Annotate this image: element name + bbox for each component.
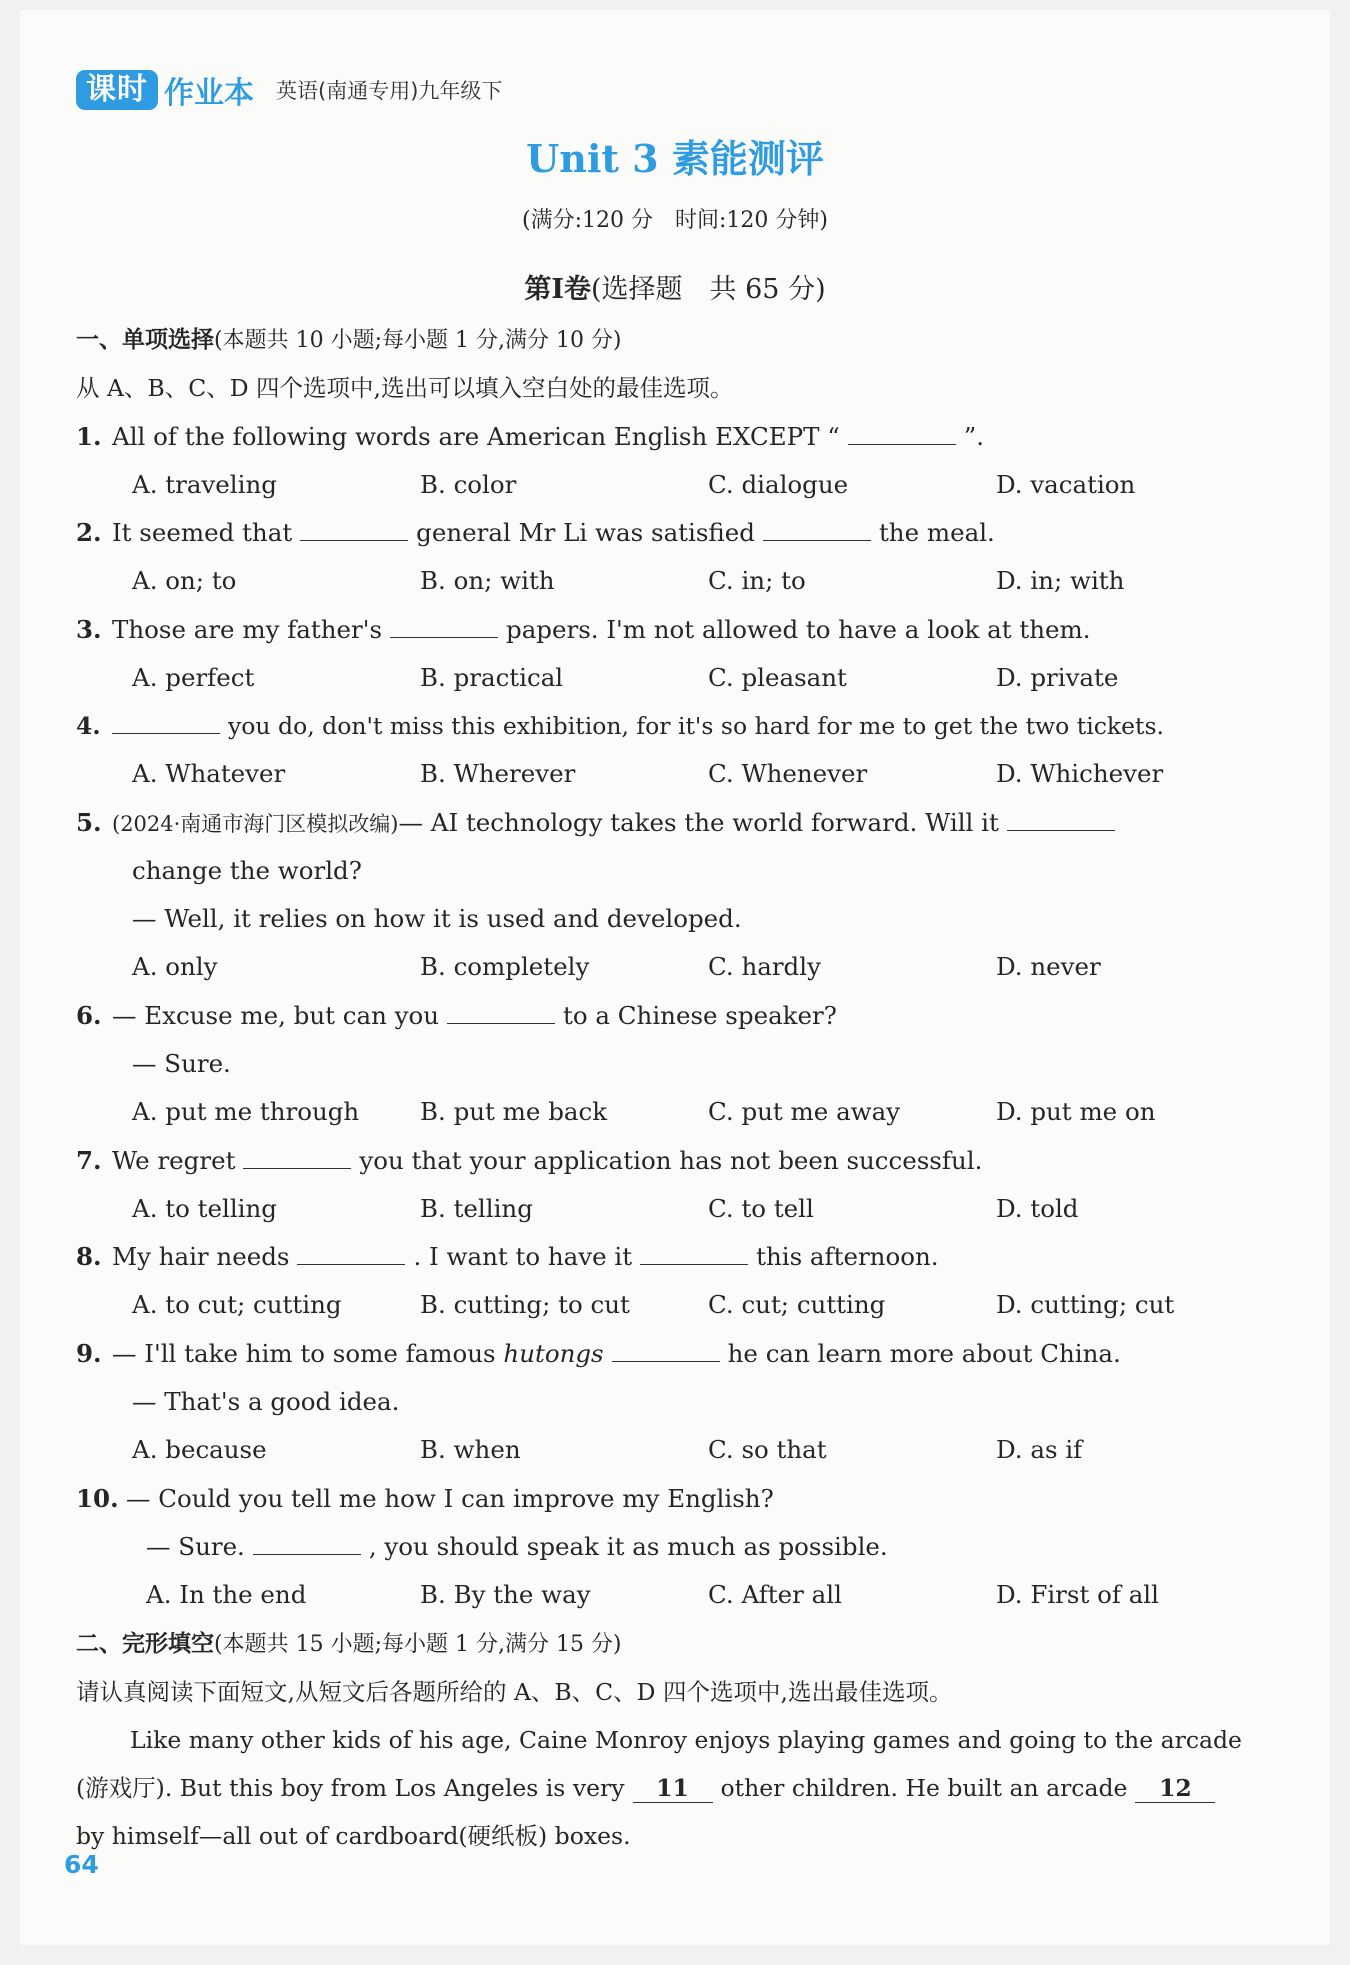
option-c[interactable]: C. After all: [708, 1580, 842, 1609]
section-instruction: 从 A、B、C、D 四个选项中,选出可以填入空白处的最佳选项。: [76, 374, 734, 402]
section-instruction: 请认真阅读下面短文,从短文后各题所给的 A、B、C、D 四个选项中,选出最佳选项。: [76, 1678, 953, 1706]
option-a[interactable]: A. In the end: [146, 1580, 307, 1609]
score-time-info: (满分:120 分 时间:120 分钟): [522, 208, 828, 233]
answer-blank[interactable]: [112, 711, 220, 734]
question-number: 9.: [76, 1339, 102, 1368]
section-heading: [76, 323, 622, 358]
question-text: , you should speak it as much as possible.: [368, 1532, 888, 1561]
question-text: papers. I'm not allowed to have a look at them.: [506, 615, 1091, 644]
option-b[interactable]: B. Wherever: [420, 759, 576, 788]
question-2: [76, 516, 995, 550]
option-d[interactable]: D. First of all: [996, 1580, 1159, 1609]
option-c[interactable]: C. hardly: [708, 952, 821, 981]
option-a[interactable]: A. traveling: [132, 470, 277, 499]
question-text: change the world?: [132, 856, 362, 885]
passage-text: (游戏厅). But this boy from Los Angeles is very: [76, 1774, 625, 1802]
option-b[interactable]: B. completely: [420, 952, 590, 981]
question-number: 1.: [76, 422, 102, 451]
section-title: 一、单项选择: [76, 327, 214, 353]
question-text: you that your application has not been successful.: [359, 1146, 983, 1175]
option-b[interactable]: B. telling: [420, 1194, 533, 1223]
question-source: (2024·南通市海门区模拟改编): [112, 812, 399, 836]
section-note: (本题共 15 小题;每小题 1 分,满分 15 分): [214, 1632, 622, 1657]
subject-label: 英语(南通专用)九年级下: [276, 79, 503, 103]
option-b[interactable]: B. on; with: [420, 566, 555, 595]
passage-line: [76, 1771, 1223, 1805]
option-b[interactable]: B. put me back: [420, 1097, 608, 1126]
option-a[interactable]: A. put me through: [132, 1097, 360, 1126]
question-8: [76, 1240, 939, 1274]
question-5: [76, 806, 1123, 841]
answer-blank[interactable]: [1007, 808, 1115, 831]
option-b[interactable]: B. color: [420, 470, 517, 499]
cloze-blank-12[interactable]: 12: [1135, 1774, 1215, 1803]
question-text: — Excuse me, but can you: [112, 1001, 440, 1030]
question-text: — Sure.: [146, 1532, 245, 1561]
worksheet-page: [20, 10, 1330, 1945]
question-7: [76, 1144, 982, 1178]
question-text: general Mr Li was satisfied: [416, 518, 755, 547]
option-b[interactable]: B. when: [420, 1435, 521, 1464]
option-c[interactable]: C. Whenever: [708, 759, 868, 788]
option-c[interactable]: C. dialogue: [708, 470, 849, 499]
question-text: We regret: [112, 1146, 236, 1175]
question-text: to a Chinese speaker?: [563, 1001, 837, 1030]
answer-blank[interactable]: [848, 422, 956, 445]
section-note: (本题共 10 小题;每小题 1 分,满分 10 分): [214, 328, 622, 353]
cloze-blank-11[interactable]: 11: [633, 1774, 713, 1803]
question-text: — AI technology takes the world forward. Will it: [398, 808, 999, 837]
section-title: 二、完形填空: [76, 1631, 214, 1657]
question-3: [76, 613, 1091, 647]
question-number: 4.: [76, 712, 101, 740]
option-a[interactable]: A. Whatever: [132, 759, 286, 788]
option-c[interactable]: C. in; to: [708, 566, 806, 595]
question-text: — Well, it relies on how it is used and developed.: [132, 904, 742, 933]
option-d[interactable]: D. told: [996, 1194, 1079, 1223]
question-number: 6.: [76, 1001, 102, 1030]
question-1: [76, 420, 984, 454]
option-a[interactable]: A. to telling: [132, 1194, 277, 1223]
option-c[interactable]: C. put me away: [708, 1097, 901, 1126]
option-c[interactable]: C. cut; cutting: [708, 1290, 886, 1319]
question-italic-word: hutongs: [503, 1339, 604, 1368]
question-10: [76, 1482, 774, 1516]
question-text: — Sure.: [132, 1049, 231, 1078]
question-4: [76, 709, 1164, 743]
option-d[interactable]: D. never: [996, 952, 1101, 981]
question-text: the meal.: [878, 518, 995, 547]
answer-blank[interactable]: [253, 1532, 361, 1555]
question-text: — I'll take him to some famous: [112, 1339, 496, 1368]
page-number: 64: [64, 1850, 99, 1879]
option-c[interactable]: C. to tell: [708, 1194, 814, 1223]
option-d[interactable]: D. vacation: [996, 470, 1136, 499]
answer-blank[interactable]: [612, 1339, 720, 1362]
answer-blank[interactable]: [390, 615, 498, 638]
option-d[interactable]: D. in; with: [996, 566, 1125, 595]
page-header: [76, 68, 502, 112]
question-9: [76, 1337, 1121, 1371]
brand-logo: 课时: [76, 70, 158, 110]
question-text: Those are my father's: [112, 615, 383, 644]
answer-blank[interactable]: [763, 518, 871, 541]
part-title: [20, 267, 1330, 306]
answer-blank[interactable]: [243, 1146, 351, 1169]
option-b[interactable]: B. By the way: [420, 1580, 591, 1609]
passage-text: other children. He built an arcade: [720, 1774, 1128, 1802]
question-text: you do, don't miss this exhibition, for it's so hard for me to get the two tickets.: [228, 712, 1165, 740]
question-text: It seemed that: [112, 518, 293, 547]
question-text: — That's a good idea.: [132, 1387, 400, 1416]
question-10-answer-line: [146, 1530, 888, 1564]
option-b[interactable]: B. cutting; to cut: [420, 1290, 630, 1319]
question-text: All of the following words are American English EXCEPT “: [112, 422, 840, 451]
question-text: ”.: [963, 422, 985, 451]
answer-blank[interactable]: [297, 1242, 405, 1265]
passage-line: Like many other kids of his age, Caine Monroy enjoys playing games and going to the arcade: [130, 1726, 1242, 1754]
option-d[interactable]: D. put me on: [996, 1097, 1156, 1126]
option-d[interactable]: D. as if: [996, 1435, 1083, 1464]
option-a[interactable]: A. to cut; cutting: [132, 1290, 342, 1319]
answer-blank[interactable]: [640, 1242, 748, 1265]
question-number: 5.: [76, 808, 102, 837]
page-title: Unit 3 素能测评: [526, 136, 824, 181]
question-number: 2.: [76, 518, 102, 547]
question-text: My hair needs: [112, 1242, 290, 1271]
passage-line: by himself—all out of cardboard(硬纸板) boxes.: [76, 1822, 631, 1850]
part-label: 第Ⅰ卷: [524, 274, 592, 305]
question-text: this afternoon.: [756, 1242, 939, 1271]
question-6: [76, 999, 837, 1033]
option-d[interactable]: D. Whichever: [996, 759, 1164, 788]
question-number: 7.: [76, 1146, 102, 1175]
option-d[interactable]: D. cutting; cut: [996, 1290, 1175, 1319]
option-c[interactable]: C. so that: [708, 1435, 827, 1464]
question-number: 10.: [76, 1484, 119, 1513]
question-text: . I want to have it: [413, 1242, 633, 1271]
section-heading: [76, 1627, 622, 1662]
question-number: 3.: [76, 615, 102, 644]
option-a[interactable]: A. on; to: [132, 566, 237, 595]
option-b[interactable]: B. practical: [420, 663, 564, 692]
option-a[interactable]: A. only: [132, 952, 218, 981]
option-c[interactable]: C. pleasant: [708, 663, 847, 692]
question-number: 8.: [76, 1242, 102, 1271]
part-note: (选择题 共 65 分): [591, 274, 826, 305]
brand-logo-text: 作业本: [164, 76, 254, 111]
option-a[interactable]: A. perfect: [132, 663, 255, 692]
answer-blank[interactable]: [300, 518, 408, 541]
question-text: he can learn more about China.: [727, 1339, 1121, 1368]
option-a[interactable]: A. because: [132, 1435, 267, 1464]
question-text: — Could you tell me how I can improve my English?: [126, 1484, 774, 1513]
answer-blank[interactable]: [447, 1001, 555, 1024]
option-d[interactable]: D. private: [996, 663, 1119, 692]
